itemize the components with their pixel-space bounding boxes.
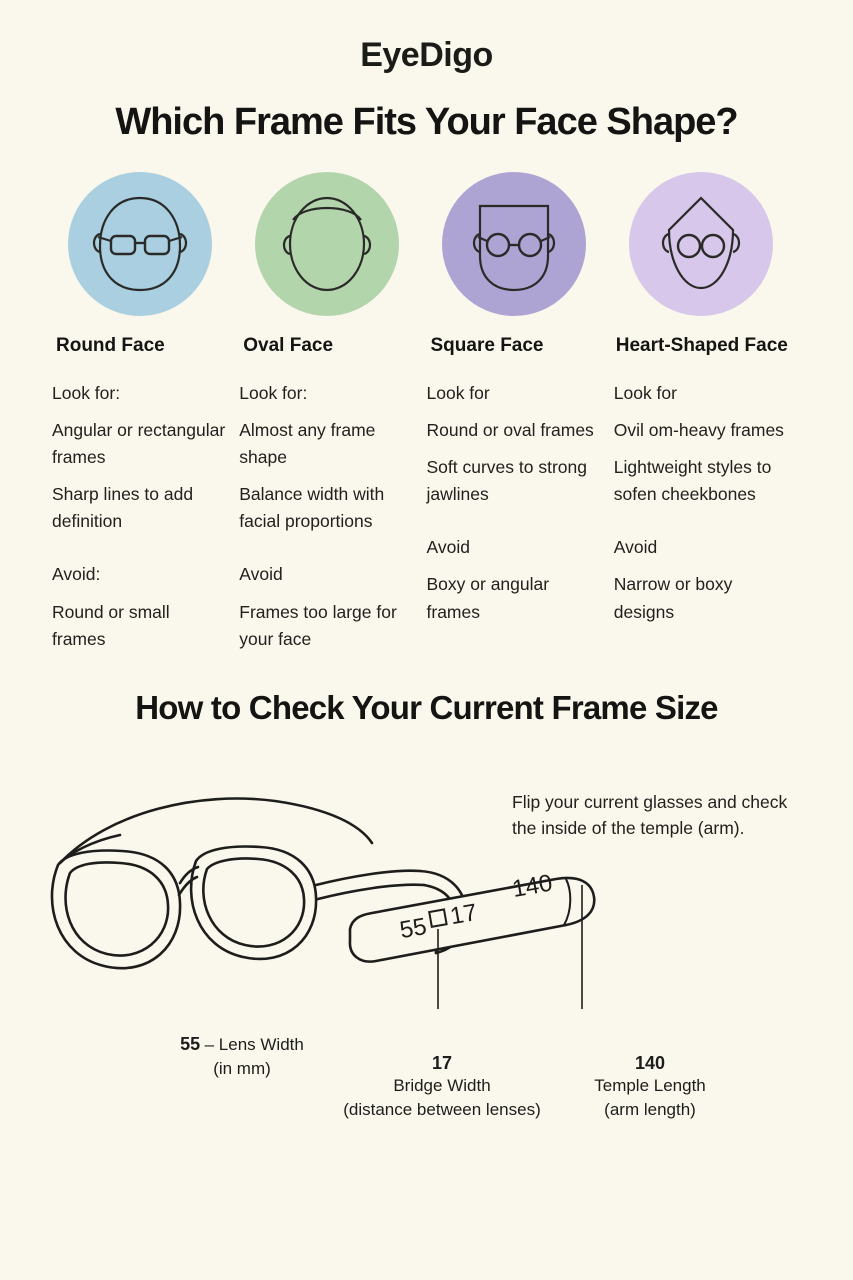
look-for-item: Angular or rectangular frames (52, 419, 226, 467)
face-card-title: Round Face (56, 335, 165, 356)
oval-face-icon (267, 184, 387, 304)
heart-face-avatar (629, 172, 773, 316)
frame-size-diagram (0, 733, 853, 1153)
glasses-illustration (0, 733, 853, 1053)
legend-sub: (distance between lenses) (343, 1099, 541, 1119)
look-for-item: Soft curves to strong jawlines (426, 457, 587, 505)
square-face-avatar (442, 172, 586, 316)
legend-number: 140 (634, 1052, 666, 1073)
look-for-item: Round or oval frames (426, 419, 594, 440)
avoid-item: Frames too large for your face (239, 601, 397, 649)
section-title-frame-size: How to Check Your Current Frame Size (135, 688, 718, 726)
legend-sub: (in mm) (213, 1058, 271, 1078)
brand-logo: EyeDigo (360, 36, 493, 74)
face-card-title: Heart-Shaped Face (615, 335, 788, 356)
look-for-label: Look for (613, 382, 677, 403)
round-face-icon (80, 184, 200, 304)
look-for-item: Sharp lines to add definition (52, 484, 194, 532)
face-card-oval (239, 172, 426, 653)
heart-face-icon (641, 184, 761, 304)
look-for-label: Look for: (52, 382, 121, 403)
avoid-label: Avoid (239, 564, 283, 585)
square-face-icon (454, 184, 574, 304)
measurement-legend (0, 1033, 853, 1153)
legend-number: 55 (180, 1033, 201, 1054)
face-card-square (427, 172, 614, 653)
page-title: Which Frame Fits Your Face Shape? (115, 101, 738, 143)
look-for-item: Lightweight styles to sofen cheekbones (613, 457, 772, 505)
look-for-item: Ovil om-heavy frames (613, 419, 784, 440)
avoid-label: Avoid (613, 537, 658, 558)
look-for-item: Balance width with facial proportions (239, 484, 385, 532)
look-for-label: Look for: (239, 382, 308, 403)
face-shape-cards (0, 172, 853, 653)
legend-label: – Lens Width (204, 1034, 304, 1054)
legend-label: Temple Length (594, 1075, 706, 1095)
face-card-title: Square Face (430, 335, 544, 356)
temple-length-marking: 140 (510, 869, 555, 903)
face-card-heart (614, 172, 801, 653)
bridge-width-marking: 17 (448, 898, 480, 931)
face-card-title: Oval Face (243, 335, 334, 356)
avoid-item: Round or small frames (52, 601, 170, 649)
flip-instruction-text: Flip your current glasses and check the inside of the temple (arm). (512, 791, 788, 838)
temple-arm-callout (350, 869, 594, 1009)
avoid-item: Narrow or boxy designs (613, 574, 733, 622)
avoid-item: Boxy or angular frames (426, 574, 550, 622)
oval-face-avatar (255, 172, 399, 316)
round-face-avatar (68, 172, 212, 316)
legend-sub: (arm length) (604, 1099, 696, 1119)
legend-label: Bridge Width (393, 1075, 491, 1095)
legend-temple-length (500, 1053, 800, 1122)
avoid-label: Avoid: (52, 564, 101, 585)
look-for-label: Look for (426, 382, 490, 403)
look-for-item: Almost any frame shape (239, 419, 376, 467)
legend-number: 17 (431, 1052, 453, 1073)
face-card-round (52, 172, 239, 653)
avoid-label: Avoid (426, 537, 470, 558)
lens-width-marking: 55 (397, 912, 429, 944)
